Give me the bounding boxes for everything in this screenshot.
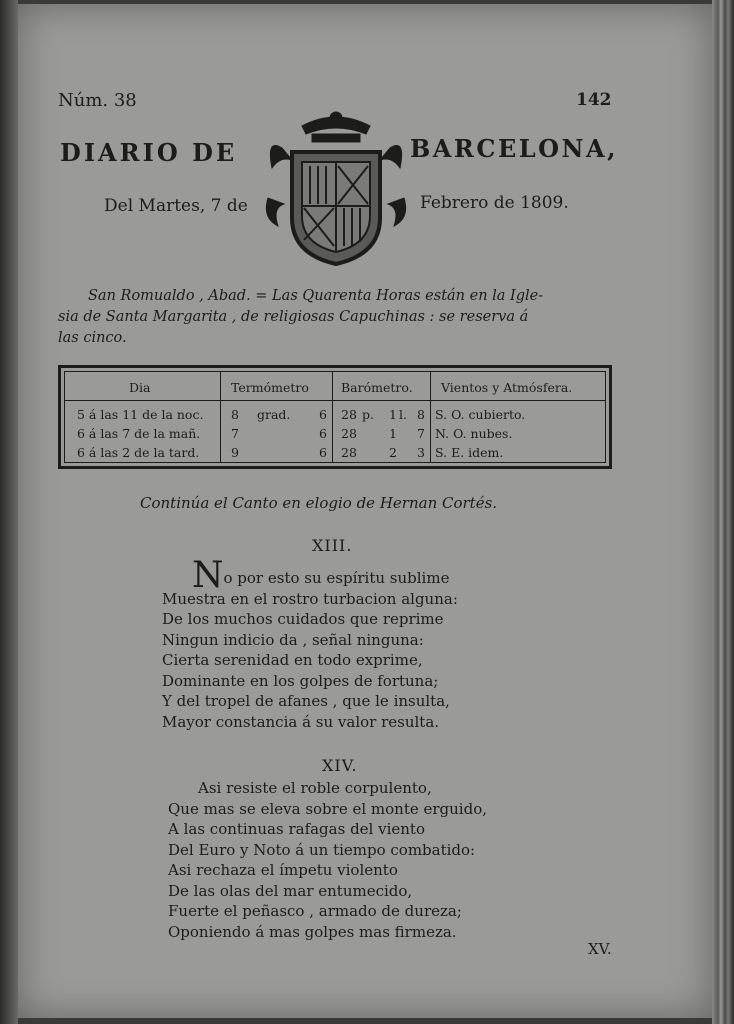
verse-line: Asi resiste el roble corpulento,: [198, 779, 432, 797]
saints-of-the-day: [58, 286, 616, 349]
catchword: XV.: [588, 940, 612, 958]
header-vientos: Vientos y Atmósfera.: [441, 380, 573, 395]
verse-line: Y del tropel de afanes , que le insulta,: [162, 692, 450, 710]
book-gutter: [0, 0, 18, 1024]
row1-term-frac: 6: [319, 407, 327, 422]
verse-line: Ningun indicio da , señal ninguna:: [162, 630, 424, 649]
stanza-13: [162, 555, 458, 732]
row1-dia: 5 á las 11 de la noc.: [77, 407, 204, 422]
row1-bar-l: 1: [389, 407, 397, 422]
header-barometro: Barómetro.: [341, 380, 413, 395]
verse-line: A las continuas rafagas del viento: [168, 820, 425, 838]
row1-bar-p: 28: [341, 407, 357, 422]
verse-line: De los muchos cuidados que reprime: [162, 610, 444, 628]
masthead-title-left: DIARIO DE: [60, 138, 238, 167]
row1-term-unit: grad.: [257, 407, 291, 422]
row1-wind: S. O. cubierto.: [435, 407, 526, 422]
saints-line-3: las cinco.: [58, 330, 127, 346]
row3-term-frac: 6: [319, 445, 327, 460]
row3-term-grad: 9: [231, 445, 239, 460]
row2-term-frac: 6: [319, 426, 327, 441]
row2-bar-p: 28: [341, 426, 357, 441]
masthead-title-right: BARCELONA,: [410, 134, 618, 163]
verse-line: Asi rechaza el ímpetu violento: [168, 861, 398, 879]
verse-line: Mayor constancia á su valor resulta.: [162, 712, 440, 731]
row1-bar-frac: 8: [417, 407, 425, 422]
stanza-14-heading: XIV.: [322, 756, 358, 775]
row3-bar-frac: 3: [417, 445, 425, 460]
verse-line: Oponiendo á mas golpes mas firmeza.: [168, 922, 457, 941]
verse-line: No por esto su espíritu sublime: [192, 555, 450, 596]
header-dia: Dia: [129, 380, 151, 395]
coat-of-arms-icon: [262, 108, 410, 270]
row1-bar-punit: p.: [362, 407, 374, 422]
row2-dia: 6 á las 7 de la mañ.: [77, 426, 201, 441]
date-left: Del Martes, 7 de: [104, 196, 248, 216]
saints-line-2: sia de Santa Margarita , de religiosas Capuchinas : se reserva á: [58, 309, 529, 325]
verse-line: Que mas se eleva sobre el monte erguido,: [168, 799, 487, 818]
issue-number: Núm. 38: [58, 90, 137, 111]
row2-bar-frac: 7: [417, 426, 425, 441]
stanza-14: [168, 778, 487, 942]
stanza-13-heading: XIII.: [312, 536, 353, 555]
date-right: Febrero de 1809.: [420, 193, 569, 213]
row3-bar-l: 2: [389, 445, 397, 460]
row3-bar-p: 28: [341, 445, 357, 460]
saints-line-1: San Romualdo , Abad. = Las Quarenta Horas están en la Igle-: [88, 288, 544, 304]
row3-wind: S. E. idem.: [435, 445, 504, 460]
page-number: 142: [576, 90, 612, 110]
row2-term-grad: 7: [231, 426, 239, 441]
verse-line: Dominante en los golpes de fortuna;: [162, 671, 439, 690]
row2-wind: N. O. nubes.: [435, 426, 513, 441]
poem-subtitle: Continúa el Canto en elogio de Hernan Cortés.: [140, 494, 498, 512]
weather-table: [58, 365, 612, 469]
row3-dia: 6 á las 2 de la tard.: [77, 445, 200, 460]
page-edges: [712, 0, 734, 1024]
verse-line: Fuerte el peñasco , armado de dureza;: [168, 902, 462, 920]
drop-cap: N: [192, 555, 224, 596]
verse-line: Muestra en el rostro turbacion alguna:: [162, 589, 458, 608]
verse-line: Cierta serenidad en todo exprime,: [162, 651, 423, 669]
row1-bar-lunit: l.: [399, 407, 407, 422]
header-termometro: Termómetro: [231, 380, 309, 395]
verse-line: Del Euro y Noto á un tiempo combatido:: [168, 840, 476, 859]
row2-bar-l: 1: [389, 426, 397, 441]
row1-term-grad: 8: [231, 407, 239, 422]
verse-line: De las olas del mar entumecido,: [168, 881, 413, 900]
